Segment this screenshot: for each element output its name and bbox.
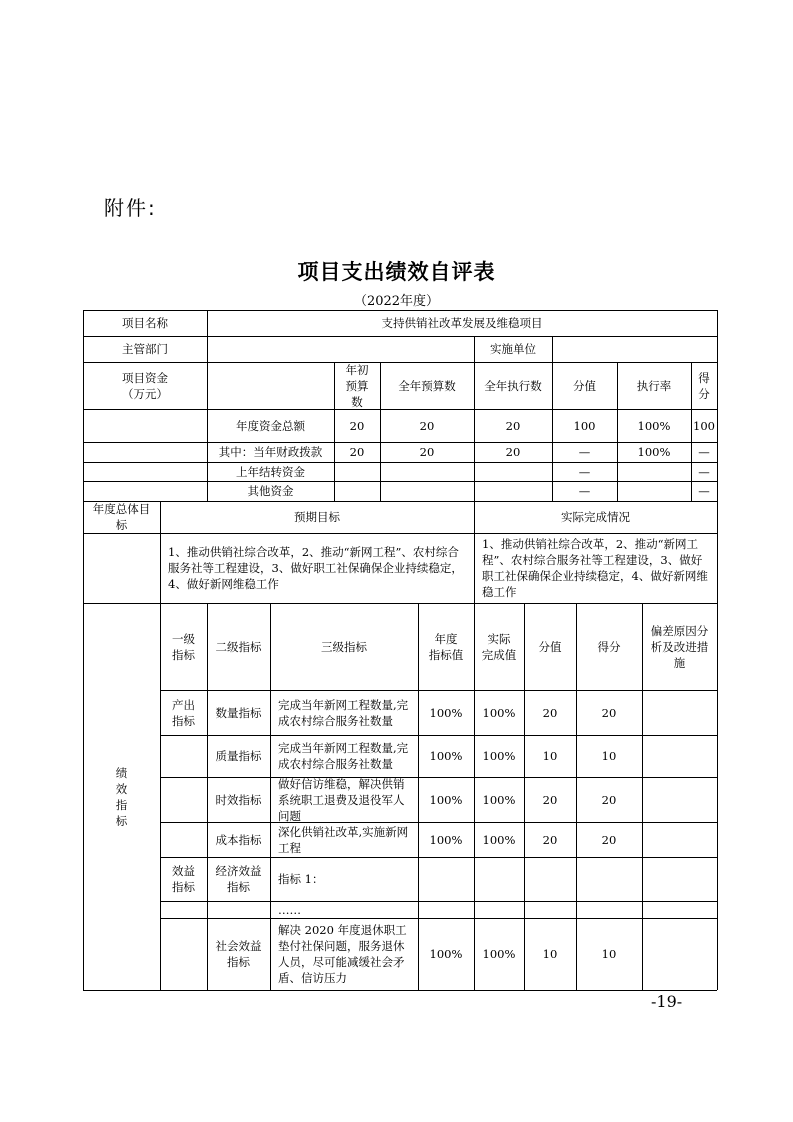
perf-header-level2: 二级指标 [215,639,262,654]
perf-row-got: 20 [601,705,617,720]
funds-row-rate [617,462,691,481]
funds-row-score: — [578,445,591,459]
funds-row-budget [380,462,474,481]
attachment-label: 附件: [104,196,157,220]
funds-row-initial: 20 [349,418,365,433]
funds-row-rate: 100% [637,418,671,433]
perf-row-score: 20 [542,832,558,847]
benefit-indicator-label: 效益 指标 [172,864,195,894]
col-score: 分值 [573,378,596,393]
funds-row-score: — [578,484,591,498]
goal-expected-text: 1、推动供销社综合改革，2、推动“新网工程”、农村综合服务社等工程建设，3、做好职工社保确保企业持续稳定，4、做好新网维稳工作 [168,545,463,591]
col-exec-rate: 执行率 [636,378,672,393]
perf-row-actual [474,901,524,918]
funds-row-score: 100 [573,418,596,433]
table-rule [83,990,717,991]
funds-row-budget: 20 [419,418,435,433]
perf-label: 绩 效 指 标 [115,765,128,828]
goal-actual-label: 实际完成情况 [561,510,630,524]
perf-row-level2: 时效指标 [215,792,262,807]
perf-header-reason: 偏差原因分 析及改进措 施 [650,623,709,670]
perf-row-level2: 数量指标 [215,705,262,720]
perf-row-target: 100% [429,832,463,847]
funds-row-initial [334,462,380,481]
table-rule [717,501,718,603]
perf-header-target: 年度 指标值 [428,631,464,662]
perf-row-level2: 经济效益 指标 [215,864,262,894]
perf-header-got: 得分 [597,639,621,654]
perf-row-score [524,901,576,918]
funds-row-label: 上年结转资金 [236,464,305,479]
perf-row-got [576,901,642,918]
perf-row-level2: 成本指标 [215,832,262,847]
impl-label: 实施单位 [490,342,536,356]
funds-row-budget: 20 [419,445,435,459]
perf-row-score: 20 [542,792,558,807]
perf-header-actual: 实际 完成值 [481,631,517,662]
funds-row-initial [334,481,380,501]
perf-row-score: 10 [542,749,558,763]
funds-row-got: 100 [693,418,715,433]
perf-row-score: 10 [542,947,558,961]
goal-actual-text: 1、推动供销社综合改革，2、推动“新网工程”、农村综合服务社等工程建设，3、做好职工社保确保企业持续稳定，4、做好新网维稳工作 [482,537,708,599]
perf-header-level3: 三级指标 [321,639,367,654]
perf-row-got: 20 [601,832,617,847]
perf-header-score: 分值 [538,639,562,654]
col-initial-budget: 年初 预算 数 [345,362,369,409]
perf-row-target: 100% [429,792,463,807]
perf-row-target [418,857,474,901]
perf-row-target: 100% [429,749,463,763]
perf-row-actual: 100% [482,749,516,763]
funds-row-budget [380,481,474,501]
perf-row-level3: 完成当年新网工程数量,完成农村综合服务社数量 [278,741,409,771]
funds-row-got: — [698,445,710,459]
perf-row-got: 20 [601,792,617,807]
perf-header-level1: 一级 指标 [172,631,195,662]
perf-row-actual [474,857,524,901]
perf-row-level3: …… [278,902,301,917]
funds-row-rate: 100% [637,445,671,459]
perf-row-level2 [207,901,270,918]
perf-row-got: 10 [601,749,617,763]
funds-row-score: — [578,464,591,479]
project-name-label: 项目名称 [122,316,168,330]
funds-row-got: — [698,464,710,479]
table-rule [717,310,718,501]
perf-row-level2: 社会效益 指标 [215,939,262,969]
funds-row-exec: 20 [505,445,521,459]
perf-row-level3: 深化供销社改革,实施新网工程 [278,824,409,855]
form-title: 项目支出绩效自评表 [297,259,496,284]
col-got-score: 得分 [698,370,710,401]
perf-row-level3: 做好信访维稳，解决供销系统职工退费及退役军人问题 [278,777,405,822]
goal-expected-label: 预期目标 [294,510,340,524]
dept-label: 主管部门 [122,342,168,356]
perf-row-level3: 指标 1： [278,872,324,886]
funds-row-rate [617,481,691,501]
table-rule [717,603,718,990]
perf-row-got: 10 [601,947,617,961]
perf-row-actual: 100% [482,832,516,847]
col-annual-budget: 全年预算数 [398,378,456,393]
perf-row-level3: 解决 2020 年度退休职工垫付社保问题，服务退休人员，尽可能减缓社会矛盾、信访压力 [278,923,407,985]
form-year: （2022年度） [353,294,440,309]
perf-row-actual: 100% [482,947,516,961]
funds-row-got: — [698,484,710,498]
goal-label: 年度总体目 标 [92,502,151,532]
funds-row-exec [474,462,552,481]
funds-row-label: 年度资金总额 [236,418,305,433]
funds-row-exec: 20 [505,418,521,433]
perf-row-got [576,857,642,901]
perf-row-score: 20 [542,705,558,720]
perf-row-score [524,857,576,901]
perf-row-actual: 100% [482,792,516,807]
perf-row-level2: 质量指标 [215,749,262,763]
output-indicator-label: 产出 指标 [172,697,195,728]
perf-row-target: 100% [429,705,463,720]
funds-row-initial: 20 [349,445,365,459]
funds-label: 项目资金 （万元） [122,370,168,401]
perf-row-target: 100% [429,947,463,961]
project-name-value: 支持供销社改革发展及维稳项目 [381,316,543,330]
page-number: -19- [651,992,683,1011]
perf-row-level3: 完成当年新网工程数量,完成农村综合服务社数量 [278,697,409,728]
funds-row-label: 其他资金 [247,484,294,498]
funds-row-label: 其中：当年财政拨款 [218,445,323,459]
col-annual-exec: 全年执行数 [484,378,542,393]
impl-value [552,336,717,362]
dept-value [207,336,474,362]
perf-row-target [418,901,474,918]
perf-row-actual: 100% [482,705,516,720]
funds-row-exec [474,481,552,501]
